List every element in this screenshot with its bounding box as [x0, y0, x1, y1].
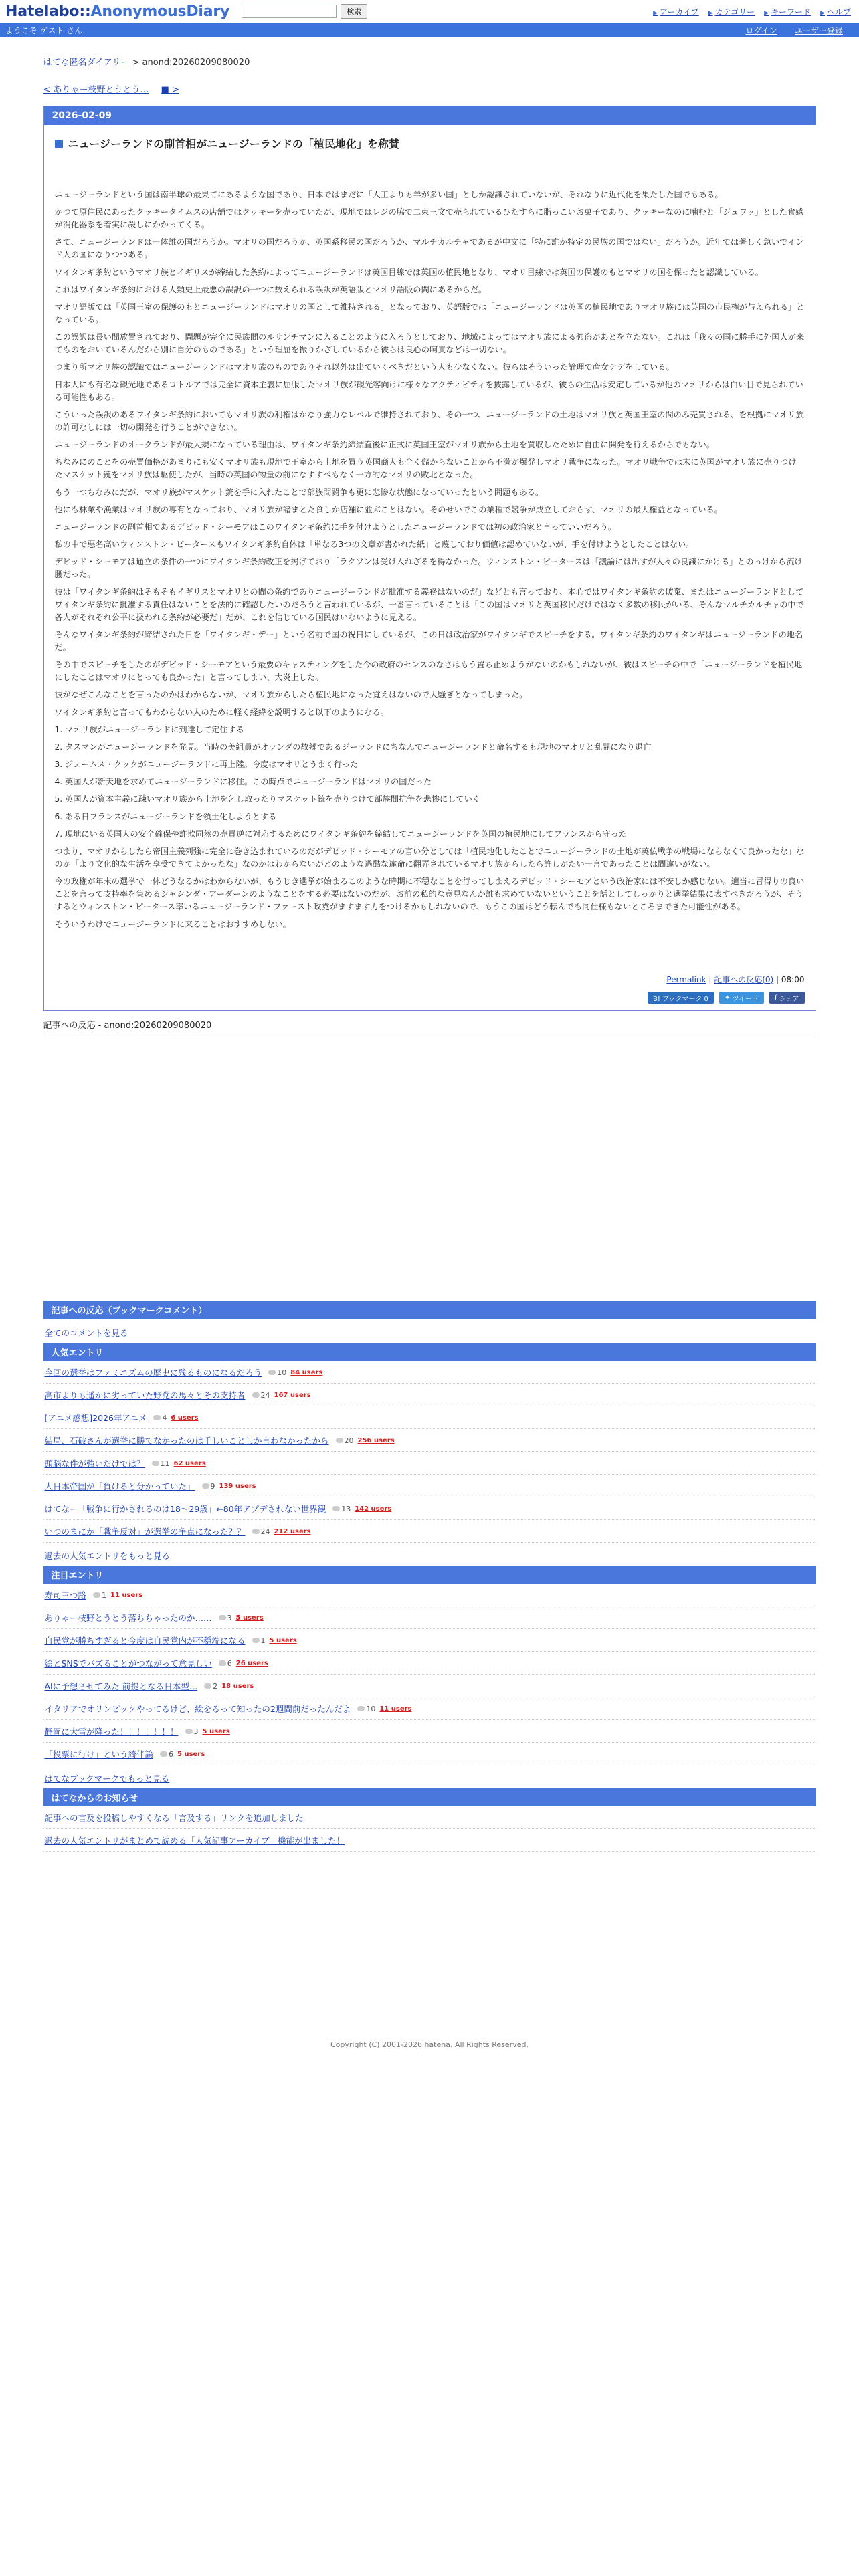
entry-list-item: [43, 1361, 816, 1384]
entry-link[interactable]: 寿司三つ路: [44, 1590, 87, 1600]
entry-link[interactable]: はてなー「戦争に行かされるのは18〜29歳」←80年アプデされない世界観: [44, 1504, 326, 1514]
prev-entry-link[interactable]: < ありゃー枝野とうとう…: [43, 85, 149, 95]
site-logo[interactable]: Hatelabo::AnonymousDiary: [5, 3, 230, 20]
entry-list-item: [43, 1675, 816, 1697]
entry-paragraph: もう一つちなみにだが、マオリ族がマスケット銃を手に入れたことで部族間闘争も更に悲惨な状態になっていったという問題もある。: [54, 488, 544, 497]
users-badge[interactable]: 5 users: [177, 1750, 205, 1758]
comment-count-number: 1: [102, 1590, 107, 1600]
top-nav: [653, 6, 851, 17]
entry-paragraph: ちなみにのことをの売買価格があまりにも安くマオリ族も現地で王室から土地を買う英国商人も全く儲からないことから不満が爆発しマオリ戦争になった。マオリ戦争では末に英国がマオリ族に売りつけたマスケット銃をマオリ族は駆使したが、当時の英国の物量の前になすすべもなく一方的なマオリの敗北となった。: [54, 457, 797, 479]
comment-bubble-icon: [153, 1415, 161, 1420]
comment-bubble-icon: [219, 1660, 226, 1666]
comment-count-number: 13: [341, 1504, 351, 1513]
entry-paragraphs: [55, 189, 805, 931]
bookmark-heading: 記事への反応（ブックマークコメント）: [43, 1301, 816, 1319]
comment-bubble-icon: [252, 1392, 260, 1398]
users-badge[interactable]: 26 users: [235, 1659, 268, 1667]
comment-count-number: 2: [213, 1681, 218, 1691]
entry-link[interactable]: 頭脳な件が強いだけでは？: [44, 1459, 145, 1469]
comment-count[interactable]: [252, 1527, 270, 1536]
comment-count-number: 9: [210, 1481, 215, 1491]
entry-title: ニュージーランドの副首相がニュージーランドの「植民地化」を称賛: [55, 136, 805, 151]
comment-count-number: 6: [227, 1658, 232, 1668]
entry-link[interactable]: 高市よりも遥かに劣っていた野党の馬々とその支持者: [44, 1390, 246, 1400]
comment-count-number: 3: [227, 1613, 232, 1622]
popular-list: [43, 1361, 816, 1543]
login-link[interactable]: ログイン: [745, 25, 777, 35]
entry-list-item: [43, 1384, 816, 1406]
comment-count[interactable]: [336, 1436, 354, 1445]
comment-bubble-icon: [152, 1461, 159, 1466]
comment-count-number: 24: [260, 1390, 270, 1400]
all-comments-link[interactable]: 全てのコメントを見る: [44, 1328, 128, 1338]
entry-paragraph: ワイタンギ条約というマオリ族とイギリスが締結した条約によってニュージーランドは英国目線では英国の植民地となり、マオリ目線では英国の保護のもとマオリの国を保ったと認識している。: [54, 267, 763, 277]
comment-bubble-icon: [185, 1729, 193, 1734]
share-buttons: [55, 992, 805, 1004]
entry-link[interactable]: 大日本帝国が「負けると分かっていた」: [44, 1481, 195, 1491]
entry-paragraph: ニュージーランドの副首相であるデビッド・シーモアはこのワイタンギ条約に手を付けようとしたニュージーランドでは初の政治家と言っていいだろう。: [54, 522, 617, 532]
comment-count-number: 1: [260, 1636, 266, 1645]
users-badge[interactable]: 5 users: [269, 1636, 297, 1644]
entry-list-item: [43, 1497, 816, 1520]
entry-link[interactable]: [アニメ感想]2026年アニメ: [44, 1413, 147, 1423]
comment-count-number: 4: [162, 1413, 167, 1422]
facebook-icon: f: [774, 994, 779, 1002]
top-bar: [0, 0, 859, 23]
pager: [43, 82, 816, 95]
entry-paragraph: 6. ある日フランスがニュージーランドを領土化しようとする: [54, 812, 277, 821]
permalink-link[interactable]: Permalink: [666, 975, 706, 984]
comment-count[interactable]: [252, 1391, 270, 1400]
nav-archive[interactable]: ▶ アーカイブ: [653, 7, 699, 17]
popular-more-link[interactable]: 過去の人気エントリをもっと見る: [44, 1551, 171, 1561]
entry-link[interactable]: 静岡に大雪が降った！！！！！！！: [44, 1727, 179, 1737]
users-badge[interactable]: 142 users: [355, 1505, 392, 1513]
triangle-icon: ▶: [764, 9, 769, 17]
entry-paragraph: 彼がなぜこんなことを言ったのかはわからないが、マオリ族からしたら植民地になった覚えはないので大騒ぎとなってしまった。: [54, 690, 528, 700]
attention-list: [43, 1584, 816, 1765]
entry-paragraph: そんなワイタンギ条約が締結された日を「ワイタンギ・デー」という名前で国の祝日にしているが、この日は政治家がワイタンギでスピーチをする。ワイタンギ条約のワイタンギはニュージーランドの地名だ。: [54, 630, 803, 652]
entry-paragraph: 1. マオリ族がニュージーランドに到達して定住する: [54, 725, 244, 734]
users-badge[interactable]: 212 users: [274, 1527, 311, 1535]
attention-heading: 注目エントリ: [43, 1566, 816, 1584]
comment-count[interactable]: [160, 1750, 173, 1759]
nav-category[interactable]: ▶ カテゴリー: [708, 7, 755, 17]
entry-time: 08:00: [781, 975, 805, 984]
entry-link[interactable]: 結局、石破さんが選挙に勝てなかったのは千しいことしか言わなかったから: [44, 1436, 329, 1446]
comment-count-number: 24: [260, 1527, 270, 1536]
comment-bubble-icon: [357, 1706, 365, 1711]
breadcrumb: はてな匿名ダイアリー > anond:20260209080020: [43, 58, 250, 68]
users-badge[interactable]: 11 users: [110, 1591, 143, 1599]
comment-bubble-icon: [93, 1592, 100, 1598]
tweet-button[interactable]: ✦ ツイート: [719, 992, 764, 1004]
comment-count[interactable]: [93, 1591, 106, 1600]
entry-link[interactable]: 今回の選挙はファミニズムの歴史に残るものになるだろう: [44, 1368, 262, 1378]
entry-paragraph: かつて原住民にあったクッキータイムスの店舗ではクッキーを売っていたが、現地ではレジの脇で二束三文で売られているひたすらに脂っこいお菓子であり、クッキーなのに噛むと「ジュワッ」とした食感が消化器系を着実に殺しにかかってくる。: [54, 207, 804, 229]
entry-list-item: [43, 1652, 816, 1675]
entry-paragraph: ニュージーランドのオークランドが最大規になっている理由は、ワイタンギ条約締結直後に正式に英国王室がマオリ族から土地を買収したために自由に開発を行えるからでもない。: [54, 440, 714, 449]
users-badge[interactable]: 5 users: [202, 1727, 230, 1735]
triangle-icon: ▶: [708, 9, 713, 17]
attention-more-link[interactable]: はてなブックマークでもっと見る: [44, 1774, 170, 1784]
entry-link[interactable]: いつのまにか「戦争反対」が選挙の争点になった？？: [44, 1527, 246, 1537]
comment-count[interactable]: [153, 1414, 167, 1422]
entry-paragraph: つまり、マオリからしたら帝国主義列強に完全に巻き込まれているのだがデビッド・シーモアの言い分としては「植民地化したことでニュージーランドの土地が英仏戦争の戦場にならなくて良かったな」なのか「より文化的な生活を享受できてよかったな」なのかはわからないがどのような過酷な違命に翻弄されているマオリ族からしたら許しがたい一言であったことは間違いがない。: [54, 847, 805, 869]
comment-count[interactable]: [219, 1659, 232, 1668]
users-badge[interactable]: 84 users: [290, 1368, 323, 1376]
entry-list-item: [43, 1720, 816, 1743]
users-badge[interactable]: 256 users: [357, 1436, 395, 1444]
entry-body: [44, 125, 816, 1010]
users-badge[interactable]: 167 users: [274, 1391, 311, 1399]
comment-bubble-icon: [219, 1615, 226, 1620]
users-badge[interactable]: 62 users: [173, 1459, 206, 1467]
next-entry-link[interactable]: ■ >: [161, 85, 179, 95]
users-badge[interactable]: 11 users: [379, 1705, 412, 1713]
entry-paragraph: ワイタンギ条約と言ってもわからない人のために軽く経緯を説明すると以下のようになる。: [54, 708, 389, 717]
search-input[interactable]: [242, 5, 337, 18]
entry-link[interactable]: 自民党が勝ちすぎると今度は自民党内が不穏端になる: [44, 1636, 246, 1646]
comment-bubble-icon: [252, 1638, 260, 1643]
comment-bubble-icon: [160, 1751, 167, 1757]
entry-paragraph: 3. ジェームス・クックがニュージーランドに再上陸。今度はマオリとうまく行った: [54, 760, 359, 769]
entry-paragraph: つまり所マオリ族の認識ではニュージーランドはマオリ族のものでありそれ以外は出ていくべきだという人も少なくない。彼らはそういった論理で産女テデをしている。: [54, 362, 674, 372]
copyright: Copyright (C) 2001-2026 hatena. All Rights Reserved.: [330, 2040, 529, 2049]
entry-paragraph: こういった誤訳のあるワイタンギ条約においてもマオリ族の利権はかなり強力なレベルで維持されており、その一つ、ニュージーランドの土地はマオリ族と英国王室の間のみ売買される、を根拠にマオリ族の許可なしには一切の開発を行うことができない。: [54, 410, 804, 432]
entry-link[interactable]: イタリアでオリンピックやってるけど、絵をるって知ったの2週間前だったんだよ: [44, 1704, 351, 1714]
entry-list-item: [43, 1697, 816, 1720]
entry-paragraph: そういうわけでニュージーランドに来ることはおすすめしない。: [54, 920, 291, 929]
entry-list-item: [43, 1475, 816, 1497]
entry-paragraph: この誤訳は長い間放置されており、問題が完全に民族間のルサンチマンに入ることのように入ろうとしており、地域によってはマオリ族による強盗があとを立たない。これは「我々の国に勝手に外国人が来てものをおいているんだから別に自分のものである」という理屈を振りかざしているから彼らは良心の呵責などは一切ない。: [54, 332, 805, 354]
entry-paragraph: 日本人にも有名な観光地であるロトルアでは完全に資本主義に屈服したマオリ族が観光客向けに様々なアクティビティを披露しているが、彼らの生活は安定しているが他のマオリからは白い目で見られている可能性もある。: [54, 380, 803, 402]
comment-count[interactable]: [252, 1636, 266, 1645]
comment-count-number: 11: [160, 1459, 170, 1468]
day-date: 2026-02-09: [44, 106, 816, 125]
entry-paragraph: 他にも林業や漁業はマオリ族の専有となっており、マオリ族が諸まとた食しか店舗に並ぶことはない。そのせいでこの業種で競争が成立しておらず、マオリの最大権益となっている。: [54, 505, 723, 514]
notice-heading: はてなからのお知らせ: [43, 1788, 816, 1806]
entry-list-item: [43, 1452, 816, 1475]
entry-paragraph: デビッド・シーモアは通立の条件の一つにワイタンギ条約改正を掲げており「ラクソンは受け入れざるを得なかった。ウィンストン・ピータースは「議論には出すが人々の良識にかける」とのっけから流け腰だった。: [54, 557, 803, 579]
entry-paragraph: これはワイタンギ条約における人類史上最悪の誤訳の一つに数えられる誤訳が英語版とマオリ語版の間にあるからだ。: [54, 285, 487, 294]
welcome-text: ようこそ ゲスト さん: [5, 25, 83, 35]
comment-count[interactable]: [152, 1459, 170, 1468]
entry-paragraph: 2. タスマンがニュージーランドを発見。当時の美組員がオランダの故郷であるジーランドにちなんでニュージーランドと命名するも現地のマオリと乱闘になり退亡: [54, 742, 652, 752]
entry-paragraph: 彼は「ワイタンギ条約はそもそもイギリスとマオリとの間の条約でありニュージーランドが批准する義務はないのだ」などとも言っており、本心ではワイタンギ条約の破棄、またはニュージーランドとしてワイタンギ条約に批准する責任はないことを法的に確認したいのだろうと言われているが、一番言っていることは「この国はマオリと英国移民だけではなく多数の移民がいる、そんなマルチカルチャの中で各人がそれぞれ公平に扱われる条約が必要だ」だが、これを信じている国民はいないように見える。: [54, 587, 804, 622]
entry-list-item: [43, 1743, 816, 1765]
comment-bubble-icon: [252, 1529, 260, 1534]
breadcrumb-home-link[interactable]: はてな匿名ダイアリー: [43, 58, 130, 68]
main-content: [43, 37, 816, 2049]
attention-section: [43, 1566, 816, 1788]
comment-count[interactable]: [202, 1482, 215, 1491]
welcome-bar: [0, 23, 859, 37]
comment-count[interactable]: [332, 1505, 351, 1513]
entry-paragraph: 私の中で悪名高いウィンストン・ピータースもワイタンギ条約自体は「単なる3つの文章が書かれた紙」と蔑しており価値は認めていないが、手を付けようとしたことはない。: [54, 540, 694, 549]
comment-count-number: 10: [366, 1704, 376, 1713]
comment-count[interactable]: [185, 1727, 199, 1736]
popular-section: [43, 1343, 816, 1566]
entry-paragraph: 5. 英国人が資本主義に疎いマオリ族から土地を乞し取ったりマスケット銃を売りつけて部族間抗争を悲惨にしていく: [54, 794, 480, 804]
users-badge[interactable]: 5 users: [235, 1614, 264, 1622]
notice-section: [43, 1788, 816, 1852]
notice-link[interactable]: 過去の人気エントリがまとめて読める「人気記事アーカイブ」機能が出ました！: [44, 1836, 345, 1846]
entry-link[interactable]: AIに予想させてみた 前提となる日本型…: [44, 1681, 198, 1691]
notice-link[interactable]: 記事への言及を投稿しやすくなる「言及する」リンクを追加しました: [44, 1813, 304, 1823]
comment-count[interactable]: [268, 1368, 286, 1377]
comment-count-number: 3: [193, 1727, 199, 1736]
triangle-icon: ▶: [653, 9, 658, 17]
comment-bubble-icon: [204, 1683, 211, 1689]
comment-bubble-icon: [332, 1506, 340, 1511]
comment-count[interactable]: [357, 1705, 375, 1713]
day-section: [43, 106, 816, 1011]
entry-list-item: [43, 1520, 816, 1543]
comment-count-number: 10: [277, 1368, 287, 1377]
users-badge[interactable]: 6 users: [171, 1414, 199, 1422]
search-button[interactable]: 検索: [341, 4, 367, 19]
entry-paragraph: 今の政権が年末の選挙で一体どうなるかはわからないが、もうじき選挙が始まるこのような時期に不穏なことを行ってしまえるデビッド・シーモアという政治家には不安しか感じない。適当に冒得りの良いことを言って支持率を集めるジャシンダ・アーダーンのようなことをする必要はないのだが、お前の私的な意見なんか誰も求めていないということを話としてしっかりと選挙結果に表すべきだろうが、そうするとウィンストン・ピータース率いるニュージーランド・ファースト政党がますます力をつけるかもしれないので、もうこの国はどう転んでも同仕様もないところまできた可能性がある。: [54, 877, 805, 911]
comment-count[interactable]: [204, 1682, 217, 1691]
bird-icon: ✦: [724, 994, 733, 1002]
entry-paragraph: ニュージーランドという国は南半球の最果てにあるような国であり、日本ではまだに「人工よりも羊が多い国」としか認識されていないが、それなりに近代化を果たした国でもある。: [54, 190, 723, 199]
triangle-icon: ▶: [820, 9, 825, 17]
users-badge[interactable]: 139 users: [219, 1482, 256, 1490]
entry-link[interactable]: 「投票に行け」という綺伴論: [44, 1749, 154, 1759]
entry-list-item: [43, 1584, 816, 1606]
entry-paragraph: 4. 英国人が新天地を求めてニュージーランドに移住。この時点でニュージーランドはマオリの国だった: [54, 777, 432, 786]
comment-bubble-icon: [336, 1438, 343, 1443]
comment-count-number: 6: [169, 1749, 174, 1759]
breadcrumb-current: anond:20260209080020: [142, 58, 250, 68]
comment-bubble-icon: [268, 1370, 276, 1375]
entry-list-item: [43, 1429, 816, 1452]
bookmark-section: [43, 1301, 816, 1343]
title-square-icon: [55, 140, 63, 148]
entry-link[interactable]: 絵とSNSでバズることがつながって意見しい: [44, 1658, 212, 1669]
entry-link[interactable]: ありゃー枝野とうとう落ちちゃったのか……: [44, 1613, 212, 1623]
entry-paragraph: その中でスピーチをしたのがデビッド・シーモアという最要のキャスティングをした今の政府のセンスのなさはもう置ち止めようがないのかもしれないが、彼はスピーチの中で「ニュージーランドを植民地にしたことはマオリにとっても良かった」と言ってしまい、大炎上した。: [54, 660, 803, 682]
comment-bubble-icon: [202, 1483, 209, 1489]
register-link[interactable]: ユーザー登録: [794, 25, 843, 35]
popular-heading: 人気エントリ: [43, 1343, 816, 1361]
facebook-share-button[interactable]: f シェア: [769, 992, 805, 1004]
nav-keyword[interactable]: ▶ キーワード: [764, 7, 812, 17]
reactions-title: 記事への反応 - anond:20260209080020: [43, 1018, 816, 1033]
comment-count[interactable]: [219, 1614, 232, 1622]
entry-list-item: [43, 1406, 816, 1429]
entry-paragraph: 7. 現地にいる英国人の安全確保や詐欺同然の売買逆に対応するためにワイタンギ条約を締結してニュージーランドを英国の植民地にしてフランスから守った: [54, 829, 627, 839]
reactions-link[interactable]: 記事への反応(0): [714, 975, 774, 984]
entry-list-item: [43, 1629, 816, 1652]
entry-paragraph: マオリ語版では「英国王室の保護のもとニュージーランドはマオリの国として維持される」となっており、英語版では「ニュージーランドは英国の植民地でありマオリ族には英国の市民権が与えられる」となっている。: [54, 302, 805, 324]
entry-footer: Permalink | 記事への反応(0) | 08:00: [666, 975, 805, 984]
comment-count-number: 20: [344, 1436, 354, 1445]
entry-paragraph: さて、ニュージーランドは一体誰の国だろうか。マオリの国だろうか、英国系移民の国だろうか、マルチカルチャであるが中文に「特に誰か特定の民族の国ではない」だろうか。近年では著しく急いでインド人の国になりつつある。: [54, 237, 804, 259]
entry-list-item: [43, 1606, 816, 1629]
users-badge[interactable]: 18 users: [221, 1682, 254, 1690]
nav-help[interactable]: ▶ ヘルプ: [820, 7, 851, 17]
hatena-bookmark-button[interactable]: B! ブックマーク 0: [648, 992, 714, 1004]
